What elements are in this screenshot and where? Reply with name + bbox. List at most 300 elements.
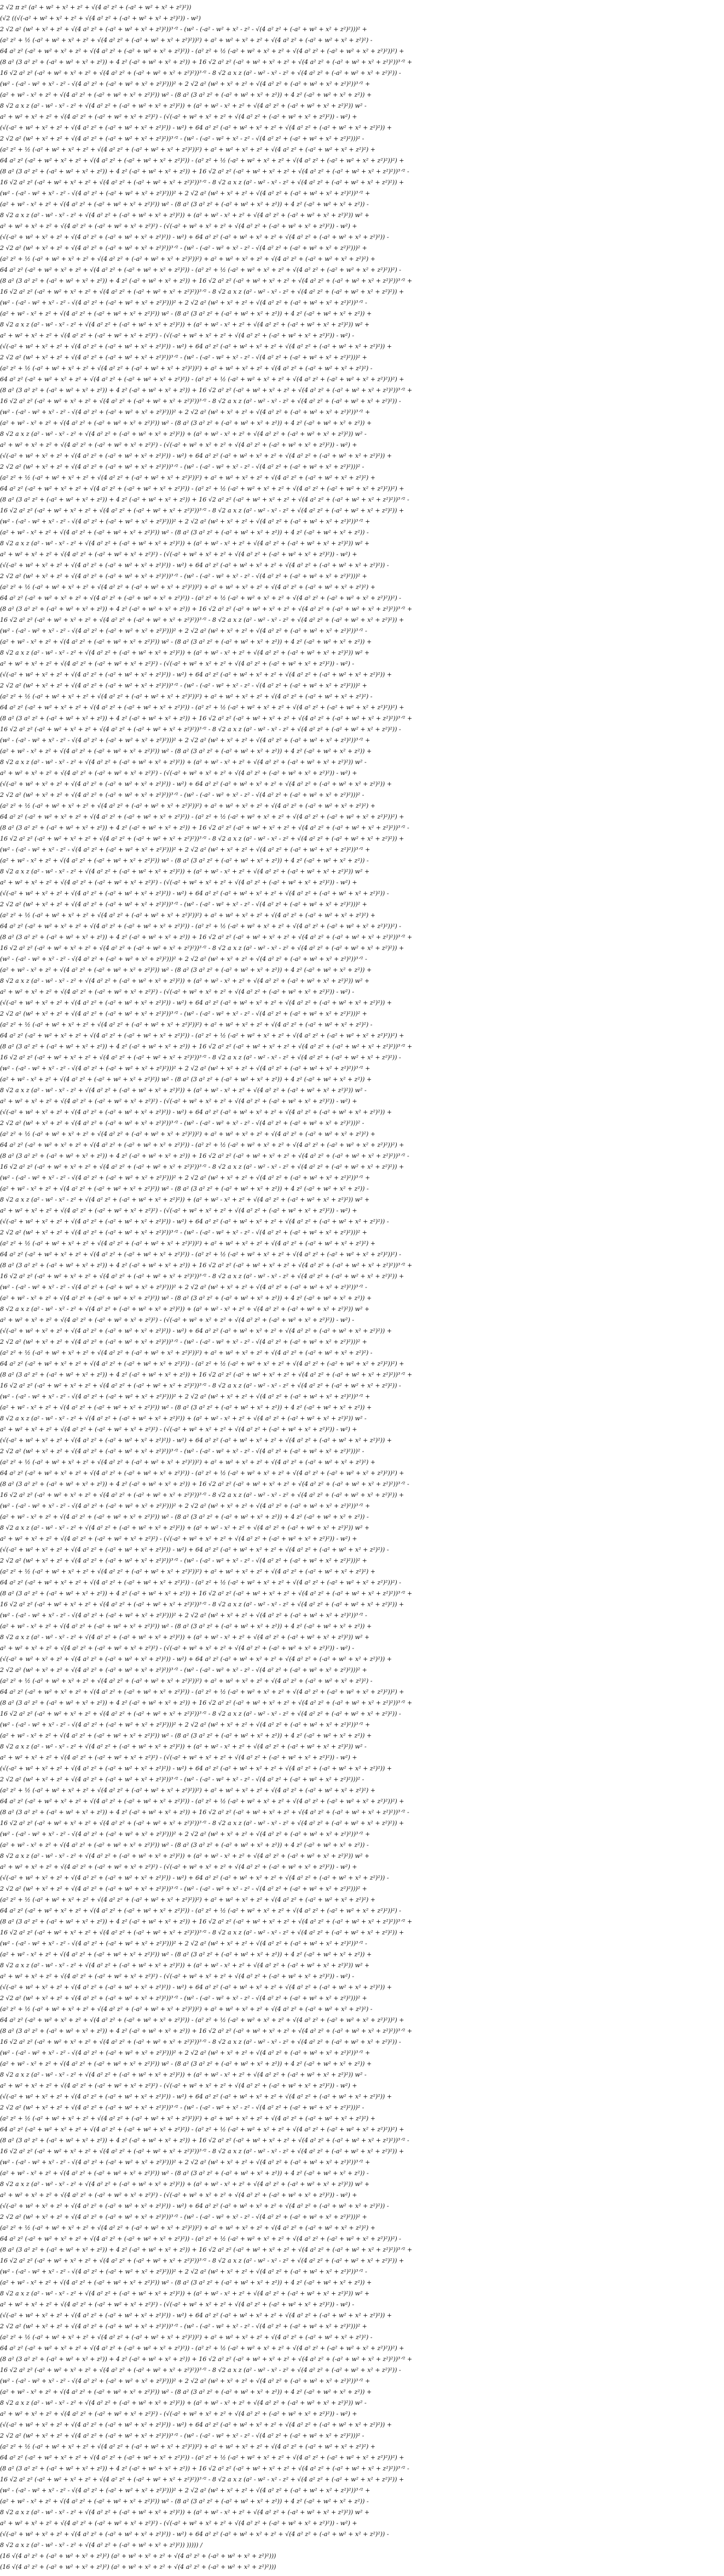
expression-line: [0, 1545, 724, 1555]
expression-line: [0, 2, 724, 13]
expression-line: [0, 308, 724, 319]
expression-text: (8 a² (3 a² z² + (-a² + w² + x² + z²)) + 4 z² (-a² + w² + x² + z²)) + 16 √2 a² z² (-a² + w² + x² + z² + √(4 a² z² + (-a² + w² + x² + z²)²))³ᐟ² -: [0, 824, 409, 831]
expression-text: 2 √2 a² (w² + x² + z² + √(4 a² z² + (-a² + w² + x² + z²)²))³ᐟ² - (w² - (-a² - w² + x² - z² - √(4 a² z² + (-a² + w² + x² + z²)²)))² +: [0, 244, 367, 252]
expression-line: [0, 1315, 724, 1326]
expression-line: [0, 1205, 724, 1216]
expression-line: [0, 177, 724, 188]
expression-text: (a² z² + ½ (-a² + w² + x² + z² + √(4 a² z² + (-a² + w² + x² + z²)²))²) + a² + w² + x² + z² + √(4 a² z² + (-a² + w² + x² + z²)²) -: [0, 693, 373, 700]
expression-text: 16 √2 a² z² (-a² + w² + x² + z² + √(4 a² z² + (-a² + w² + x² + z²)²))³ᐟ² - 8 √2 a x z (a² - w² - x² - z² + √(4 a² z² + (-a² + w² + x² + z²)²)) -: [0, 2367, 401, 2374]
expression-line: [0, 1490, 724, 1501]
expression-line: [0, 790, 724, 801]
expression-line: [0, 265, 724, 276]
expression-text: 8 √2 a x z (a² - w² - x² - z² + √(4 a² z² + (-a² + w² + x² + z²)²)) + (a² + w² - x² + z² + √(4 a² z² + (-a² + w² + x² + z²)²)) w² +: [0, 977, 370, 984]
expression-line: [0, 855, 724, 866]
expression-text: 64 a² z² (-a² + w² + x² + z² + √(4 a² z² + (-a² + w² + x² + z²)²)) - (a² z² + ½ (-a² + w² + x² + z² + √(4 a² z² + (-a² + w² + x² + z²)²))²) +: [0, 1470, 404, 1477]
expression-text: 64 a² z² (-a² + w² + x² + z² + √(4 a² z² + (-a² + w² + x² + z²)²)) - (a² z² + ½ (-a² + w² + x² + z² + √(4 a² z² + (-a² + w² + x² + z²)²))²) +: [0, 1032, 404, 1039]
expression-line: [0, 1993, 724, 2004]
expression-text: 2 √2 a² (w² + x² + z² + √(4 a² z² + (-a² + w² + x² + z²)²))³ᐟ² - (w² - (-a² - w² + x² - z² - √(4 a² z² + (-a² + w² + x² + z²)²)))² -: [0, 463, 364, 470]
expression-line: [0, 2452, 724, 2463]
expression-text: (√(-a² + w² + x² + z² + √(4 a² z² + (-a² + w² + x² + z²)²)) - w²) + 64 a² z² (-a² + w² + x² + z² + √(4 a² z² + (-a² + w² + x² + z²)²)) -: [0, 1546, 389, 1553]
expression-line: [0, 1337, 724, 1348]
expression-line: [0, 844, 724, 855]
expression-text: (a² + w² - x² + z² + √(4 a² z² + (-a² + w² + x² + z²)²)) w² - (8 a² (3 a² z² + (-a² + w² + x² + z²)) + 4 z² (-a² + w² + x² + z²)) -: [0, 2170, 369, 2177]
expression-text: 64 a² z² (-a² + w² + x² + z² + √(4 a² z² + (-a² + w² + x² + z²)²)) - (a² z² + ½ (-a² + w² + x² + z² + √(4 a² z² + (-a² + w² + x² + z²)²))²) -: [0, 1907, 401, 1914]
expression-line: [0, 2048, 724, 2059]
expression-text: 2 √2 a² (w² + x² + z² + √(4 a² z² + (-a² + w² + x² + z²)²))³ᐟ² - (w² - (-a² - w² + x² - z² - √(4 a² z² + (-a² + w² + x² + z²)²)))² +: [0, 901, 367, 908]
expression-text: (√(-a² + w² + x² + z² + √(4 a² z² + (-a² + w² + x² + z²)²)) - w²) + 64 a² z² (-a² + w² + x² + z² + √(4 a² z² + (-a² + w² + x² + z²)²)) -: [0, 1218, 389, 1225]
expression-line: [0, 648, 724, 658]
expression-text: (a² + w² - x² + z² + √(4 a² z² + (-a² + w² + x² + z²)²)) w² - (8 a² (3 a² z² + (-a² + w² + x² + z²)) + 4 z² (-a² + w² + x² + z²)) -: [0, 1513, 369, 1520]
expression-line: [0, 1074, 724, 1085]
expression-text: (√(-a² + w² + x² + z² + √(4 a² z² + (-a² + w² + x² + z²)²)) - w²) + 64 a² z² (-a² + w² + x² + z² + √(4 a² z² + (-a² + w² + x² + z²)²)) +: [0, 1765, 392, 1772]
expression-text: (a² + w² - x² + z² + √(4 a² z² + (-a² + w² + x² + z²)²)) w² - (8 a² (3 a² z² + (-a² + w² + x² + z²)) + 4 z² (-a² + w² + x² + z²)) +: [0, 1732, 372, 1739]
expression-line: [0, 1249, 724, 1260]
expression-text: 2 √2 a² (w² + x² + z² + √(4 a² z² + (-a² + w² + x² + z²)²))³ᐟ² - (w² - (-a² - w² + x² - z² - √(4 a² z² + (-a² + w² + x² + z²)²)))² +: [0, 682, 367, 689]
expression-text: (8 a² (3 a² z² + (-a² + w² + x² + z²)) + 4 z² (-a² + w² + x² + z²)) + 16 √2 a² z² (-a² + w² + x² + z² + √(4 a² z² + (-a² + w² + x² + z²)²))³ᐟ² -: [0, 1809, 409, 1816]
expression-line: [0, 669, 724, 680]
expression-line: [0, 1709, 724, 1720]
expression-line: [0, 987, 724, 998]
expression-text: 8 √2 a x z (a² - w² - x² - z² + √(4 a² z² + (-a² + w² + x² + z²)²)) + (a² + w² - x² + z² + √(4 a² z² + (-a² + w² + x² + z²)²)) w² -: [0, 1743, 367, 1750]
expression-line: [0, 2037, 724, 2048]
expression-text: 16 √2 a² z² (-a² + w² + x² + z² + √(4 a² z² + (-a² + w² + x² + z²)²))³ᐟ² - 8 √2 a x z (a² - w² - x² - z² + √(4 a² z² + (-a² + w² + x² + z²)²)) +: [0, 2148, 404, 2155]
expression-text: (a² z² + ½ (-a² + w² + x² + z² + √(4 a² z² + (-a² + w² + x² + z²)²))²) + a² + w² + x² + z² + √(4 a² z² + (-a² + w² + x² + z²)²) +: [0, 912, 375, 919]
expression-text: (8 a² (3 a² z² + (-a² + w² + x² + z²)) + 4 z² (-a² + w² + x² + z²)) + 16 √2 a² z² (-a² + w² + x² + z² + √(4 a² z² + (-a² + w² + x² + z²)²))³ᐟ² +: [0, 1371, 413, 1378]
expression-line: [0, 287, 724, 298]
expression-line: [0, 1501, 724, 1512]
expression-text: 2 √2 a² (w² + x² + z² + √(4 a² z² + (-a² + w² + x² + z²)²))³ᐟ² - (w² - (-a² - w² + x² - z² - √(4 a² z² + (-a² + w² + x² + z²)²)))² +: [0, 1995, 367, 2002]
expression-line: [0, 2398, 724, 2409]
expression-line: [0, 2026, 724, 2037]
expression-line: [0, 658, 724, 669]
expression-line: [0, 2245, 724, 2256]
expression-line: [0, 954, 724, 965]
expression-text: (a² z² + ½ (-a² + w² + x² + z² + √(4 a² z² + (-a² + w² + x² + z²)²))²) + a² + w² + x² + z² + √(4 a² z² + (-a² + w² + x² + z²)²) +: [0, 1130, 375, 1138]
expression-line: [0, 123, 724, 133]
expression-text: 16 √2 a² z² (-a² + w² + x² + z² + √(4 a² z² + (-a² + w² + x² + z²)²))³ᐟ² - 8 √2 a x z (a² - w² - x² - z² + √(4 a² z² + (-a² + w² + x² + z²)²)) +: [0, 616, 404, 623]
expression-line: [0, 1796, 724, 1807]
expression-line: [0, 680, 724, 691]
expression-line: [0, 2277, 724, 2288]
expression-line: [0, 243, 724, 254]
expression-line: [0, 155, 724, 166]
expression-line: [0, 2179, 724, 2190]
expression-text: 2 √2 a² (w² + x² + z² + √(4 a² z² + (-a² + w² + x² + z²)²))³ᐟ² - (w² - (-a² - w² + x² - z² - √(4 a² z² + (-a² + w² + x² + z²)²)))² +: [0, 2323, 367, 2330]
expression-line: [0, 899, 724, 910]
expression-text: (a² z² + ½ (-a² + w² + x² + z² + √(4 a² z² + (-a² + w² + x² + z²)²))²) + a² + w² + x² + z² + √(4 a² z² + (-a² + w² + x² + z²)²) +: [0, 255, 375, 263]
expression-line: [0, 1063, 724, 1074]
expression-line: [0, 1216, 724, 1227]
expression-line: [0, 13, 724, 24]
expression-line: [0, 571, 724, 582]
expression-line: [0, 2299, 724, 2310]
expression-text: (w² - (-a² - w² + x² - z² - √(4 a² z² + (-a² + w² + x² + z²)²)))² + 2 √2 a² (w² + x² + z² + √(4 a² z² + (-a² + w² + x² + z²)²))³ᐟ² -: [0, 299, 367, 306]
expression-line: [0, 1282, 724, 1293]
expression-text: (w² - (-a² - w² + x² - z² - √(4 a² z² + (-a² + w² + x² + z²)²)))² + 2 √2 a² (w² + x² + z² + √(4 a² z² + (-a² + w² + x² + z²)²))³ᐟ² +: [0, 1721, 370, 1728]
expression-text: 16 √2 a² z² (-a² + w² + x² + z² + √(4 a² z² + (-a² + w² + x² + z²)²))³ᐟ² - 8 √2 a x z (a² - w² - x² - z² + √(4 a² z² + (-a² + w² + x² + z²)²)) +: [0, 507, 404, 514]
expression-text: (√(-a² + w² + x² + z² + √(4 a² z² + (-a² + w² + x² + z²)²)) - w²) + 64 a² z² (-a² + w² + x² + z² + √(4 a² z² + (-a² + w² + x² + z²)²)) +: [0, 2421, 392, 2428]
expression-text: (8 a² (3 a² z² + (-a² + w² + x² + z²)) + 4 z² (-a² + w² + x² + z²)) + 16 √2 a² z² (-a² + w² + x² + z² + √(4 a² z² + (-a² + w² + x² + z²)²))³ᐟ² +: [0, 715, 413, 722]
expression-line: [0, 538, 724, 549]
expression-line: [0, 473, 724, 483]
expression-line: [0, 46, 724, 57]
expression-line: [0, 1588, 724, 1599]
expression-line: [0, 1730, 724, 1741]
expression-text: 16 √2 a² z² (-a² + w² + x² + z² + √(4 a² z² + (-a² + w² + x² + z²)²))³ᐟ² - 8 √2 a x z (a² - w² - x² - z² + √(4 a² z² + (-a² + w² + x² + z²)²)) -: [0, 2038, 401, 2045]
expression-text: 16 √2 a² z² (-a² + w² + x² + z² + √(4 a² z² + (-a² + w² + x² + z²)²))³ᐟ² - 8 √2 a x z (a² - w² - x² - z² + √(4 a² z² + (-a² + w² + x² + z²)²)) +: [0, 1163, 404, 1170]
expression-text: 8 √2 a x z (a² - w² - x² - z² + √(4 a² z² + (-a² + w² + x² + z²)²)) + (a² + w² - x² + z² + √(4 a² z² + (-a² + w² + x² + z²)²)) w² +: [0, 1962, 370, 1969]
expression-text: (√(-a² + w² + x² + z² + √(4 a² z² + (-a² + w² + x² + z²)²)) - w²) + 64 a² z² (-a² + w² + x² + z² + √(4 a² z² + (-a² + w² + x² + z²)²)) -: [0, 234, 389, 241]
expression-line: [0, 232, 724, 243]
expression-line: [0, 746, 724, 757]
expression-text: (a² + w² - x² + z² + √(4 a² z² + (-a² + w² + x² + z²)²)) w² - (8 a² (3 a² z² + (-a² + w² + x² + z²)) + 4 z² (-a² + w² + x² + z²)) +: [0, 1951, 372, 1958]
expression-line: [0, 1752, 724, 1763]
expression-text: 16 √2 a² z² (-a² + w² + x² + z² + √(4 a² z² + (-a² + w² + x² + z²)²))³ᐟ² - 8 √2 a x z (a² - w² - x² - z² + √(4 a² z² + (-a² + w² + x² + z²)²)) -: [0, 69, 401, 77]
expression-text: (a² + w² - x² + z² + √(4 a² z² + (-a² + w² + x² + z²)²)) w² - (8 a² (3 a² z² + (-a² + w² + x² + z²)) + 4 z² (-a² + w² + x² + z²)) +: [0, 310, 372, 317]
expression-text: (a² + w² - x² + z² + √(4 a² z² + (-a² + w² + x² + z²)²)) w² - (8 a² (3 a² z² + (-a² + w² + x² + z²)) + 4 z² (-a² + w² + x² + z²)) -: [0, 529, 369, 536]
expression-line: [0, 57, 724, 68]
expression-line: [0, 2223, 724, 2234]
expression-line: [0, 834, 724, 844]
expression-line: [0, 735, 724, 746]
expression-text: (a² + w² - x² + z² + √(4 a² z² + (-a² + w² + x² + z²)²)) w² - (8 a² (3 a² z² + (-a² + w² + x² + z²)) + 4 z² (-a² + w² + x² + z²)) -: [0, 857, 369, 864]
expression-text: (√2 ((√(-a² + w² + x² + z² + √(4 a² z² + (-a² + w² + x² + z²)²)) - w²): [0, 15, 201, 22]
expression-text: (a² + w² - x² + z² + √(4 a² z² + (-a² + w² + x² + z²)²)) w² - (8 a² (3 a² z² + (-a² + w² + x² + z²)) + 4 z² (-a² + w² + x² + z²)) +: [0, 1623, 372, 1630]
expression-line: [0, 254, 724, 265]
expression-line: [0, 1271, 724, 1282]
expression-text: (a² + w² - x² + z² + √(4 a² z² + (-a² + w² + x² + z²)²)) w² - (8 a² (3 a² z² + (-a² + w² + x² + z²)) + 4 z² (-a² + w² + x² + z²)) +: [0, 1404, 372, 1411]
expression-line: [0, 2321, 724, 2332]
expression-text: 8 √2 a x z (a² - w² - x² - z² + √(4 a² z² + (-a² + w² + x² + z²)²)) + (a² + w² - x² + z² + √(4 a² z² + (-a² + w² + x² + z²)²)) w² +: [0, 212, 370, 219]
expression-text: 16 √2 a² z² (-a² + w² + x² + z² + √(4 a² z² + (-a² + w² + x² + z²)²))³ᐟ² - 8 √2 a x z (a² - w² - x² - z² + √(4 a² z² + (-a² + w² + x² + z²)²)) +: [0, 835, 404, 842]
expression-text: (a² z² + ½ (-a² + w² + x² + z² + √(4 a² z² + (-a² + w² + x² + z²)²))²) + a² + w² + x² + z² + √(4 a² z² + (-a² + w² + x² + z²)²) -: [0, 1021, 373, 1028]
expression-line: [0, 757, 724, 768]
expression-line: [0, 877, 724, 888]
expression-text: (8 a² (3 a² z² + (-a² + w² + x² + z²)) + 4 z² (-a² + w² + x² + z²)) + 16 √2 a² z² (-a² + w² + x² + z² + √(4 a² z² + (-a² + w² + x² + z²)²))³ᐟ² +: [0, 277, 413, 284]
expression-line: [0, 188, 724, 199]
expression-line: [0, 396, 724, 407]
expression-line: [0, 1698, 724, 1709]
expression-line: [0, 352, 724, 363]
expression-line: [0, 812, 724, 823]
expression-line: [0, 2431, 724, 2441]
expression-text: a² + w² + x² + z² + √(4 a² z² + (-a² + w² + x² + z²)²) - (√(-a² + w² + x² + z² + √(4 a² z² + (-a² + w² + x² + z²)²)) - w²) +: [0, 879, 357, 886]
expression-line: [0, 330, 724, 341]
expression-line: [0, 1577, 724, 1588]
expression-text: 16 √2 a² z² (-a² + w² + x² + z² + √(4 a² z² + (-a² + w² + x² + z²)²))³ᐟ² - 8 √2 a x z (a² - w² - x² - z² + √(4 a² z² + (-a² + w² + x² + z²)²)) +: [0, 1491, 404, 1499]
expression-line: [0, 1413, 724, 1424]
expression-text: (a² z² + ½ (-a² + w² + x² + z² + √(4 a² z² + (-a² + w² + x² + z²)²))²) + a² + w² + x² + z² + √(4 a² z² + (-a² + w² + x² + z²)²) -: [0, 37, 373, 44]
expression-text: (√(-a² + w² + x² + z² + √(4 a² z² + (-a² + w² + x² + z²)²)) - w²) + 64 a² z² (-a² + w² + x² + z² + √(4 a² z² + (-a² + w² + x² + z²)²)) +: [0, 1984, 392, 1991]
expression-line: [0, 1665, 724, 1676]
expression-text: (16 √(4 a² z² + (-a² + w² + x² + z²)²) (a² + w² + x² + z² + √(4 a² z² + (-a² + w² + x² + z²)²))): [0, 2552, 276, 2560]
expression-text: (√(-a² + w² + x² + z² + √(4 a² z² + (-a² + w² + x² + z²)²)) - w²) + 64 a² z² (-a² + w² + x² + z² + √(4 a² z² + (-a² + w² + x² + z²)²)) +: [0, 1109, 392, 1116]
expression-line: [0, 1982, 724, 1993]
expression-line: [0, 1238, 724, 1249]
expression-line: [0, 276, 724, 287]
expression-line: [0, 2256, 724, 2266]
expression-line: [0, 724, 724, 735]
expression-line: [0, 2168, 724, 2179]
expression-text: 2 √2 a² (w² + x² + z² + √(4 a² z² + (-a² + w² + x² + z²)²))³ᐟ² - (w² - (-a² - w² + x² - z² - √(4 a² z² + (-a² + w² + x² + z²)²)))² +: [0, 1557, 367, 1564]
expression-line: [0, 418, 724, 429]
expression-line: [0, 221, 724, 232]
expression-text: 8 √2 a x z (a² - w² - x² - z² + √(4 a² z² + (-a² + w² + x² + z²)²)) + (a² + w² - x² + z² + √(4 a² z² + (-a² + w² + x² + z²)²)) w² +: [0, 649, 370, 656]
expression-text: a² + w² + x² + z² + √(4 a² z² + (-a² + w² + x² + z²)²) - (√(-a² + w² + x² + z² + √(4 a² z² + (-a² + w² + x² + z²)²)) - w²) +: [0, 1207, 357, 1214]
expression-line: [0, 1523, 724, 1534]
expression-line: [0, 1304, 724, 1315]
expression-line: [0, 1140, 724, 1151]
expression-text: 16 √2 a² z² (-a² + w² + x² + z² + √(4 a² z² + (-a² + w² + x² + z²)²))³ᐟ² - 8 √2 a x z (a² - w² - x² - z² + √(4 a² z² + (-a² + w² + x² + z²)²)) +: [0, 1820, 404, 1827]
expression-text: (a² + w² - x² + z² + √(4 a² z² + (-a² + w² + x² + z²)²)) w² - (8 a² (3 a² z² + (-a² + w² + x² + z²)) + 4 z² (-a² + w² + x² + z²)) +: [0, 966, 372, 974]
expression-line: [0, 2332, 724, 2343]
expression-line: [0, 2201, 724, 2212]
expression-text: 2 √2 a² (w² + x² + z² + √(4 a² z² + (-a² + w² + x² + z²)²))³ᐟ² - (w² - (-a² - w² + x² - z² - √(4 a² z² + (-a² + w² + x² + z²)²)))² +: [0, 354, 367, 361]
expression-text: 2 √2 a² (w² + x² + z² + √(4 a² z² + (-a² + w² + x² + z²)²))³ᐟ² - (w² - (-a² - w² + x² - z² - √(4 a² z² + (-a² + w² + x² + z²)²)))² -: [0, 2432, 364, 2439]
expression-line: [0, 637, 724, 648]
expression-text: 2 √2 a² (w² + x² + z² + √(4 a² z² + (-a² + w² + x² + z²)²))³ᐟ² - (w² - (-a² - w² + x² - z² - √(4 a² z² + (-a² + w² + x² + z²)²)))² +: [0, 573, 367, 580]
expression-text: a² + w² + x² + z² + √(4 a² z² + (-a² + w² + x² + z²)²) - (√(-a² + w² + x² + z² + √(4 a² z² + (-a² + w² + x² + z²)²)) - w²) -: [0, 1645, 355, 1652]
expression-line: [0, 2474, 724, 2485]
expression-text: (a² + w² - x² + z² + √(4 a² z² + (-a² + w² + x² + z²)²)) w² - (8 a² (3 a² z² + (-a² + w² + x² + z²)) + 4 z² (-a² + w² + x² + z²)) -: [0, 201, 369, 208]
expression-text: (w² - (-a² - w² + x² - z² - √(4 a² z² + (-a² + w² + x² + z²)²)))² + 2 √2 a² (w² + x² + z² + √(4 a² z² + (-a² + w² + x² + z²)²))³ᐟ² -: [0, 1612, 367, 1619]
expression-text: (a² + w² - x² + z² + √(4 a² z² + (-a² + w² + x² + z²)²)) w² - (8 a² (3 a² z² + (-a² + w² + x² + z²)) + 4 z² (-a² + w² + x² + z²)) +: [0, 748, 372, 755]
expression-text: (a² + w² - x² + z² + √(4 a² z² + (-a² + w² + x² + z²)²)) w² - (8 a² (3 a² z² + (-a² + w² + x² + z²)) + 4 z² (-a² + w² + x² + z²)) +: [0, 1076, 372, 1083]
expression-text: (w² - (-a² - w² + x² - z² - √(4 a² z² + (-a² + w² + x² + z²)²)))² + 2 √2 a² (w² + x² + z² + √(4 a² z² + (-a² + w² + x² + z²)²))³ᐟ² +: [0, 1502, 370, 1510]
expression-text: 16 √2 a² z² (-a² + w² + x² + z² + √(4 a² z² + (-a² + w² + x² + z²)²))³ᐟ² - 8 √2 a x z (a² - w² - x² - z² + √(4 a² z² + (-a² + w² + x² + z²)²)) +: [0, 1273, 404, 1280]
expression-text: 2 √2 π z² (a² + w² + x² + z² + √(4 a² z² + (-a² + w² + x² + z²)²)): [0, 4, 192, 11]
expression-line: [0, 691, 724, 702]
expression-line: [0, 626, 724, 637]
expression-line: [0, 560, 724, 571]
expression-line: [0, 516, 724, 527]
expression-text: (w² - (-a² - w² + x² - z² - √(4 a² z² + (-a² + w² + x² + z²)²)))² + 2 √2 a² (w² + x² + z² + √(4 a² z² + (-a² + w² + x² + z²)²))³ᐟ² +: [0, 2159, 370, 2166]
expression-text: 16 √2 a² z² (-a² + w² + x² + z² + √(4 a² z² + (-a² + w² + x² + z²)²))³ᐟ² - 8 √2 a x z (a² - w² - x² - z² + √(4 a² z² + (-a² + w² + x² + z²)²)) -: [0, 1710, 401, 1717]
expression-text: (8 a² (3 a² z² + (-a² + w² + x² + z²)) + 4 z² (-a² + w² + x² + z²)) + 16 √2 a² z² (-a² + w² + x² + z² + √(4 a² z² + (-a² + w² + x² + z²)²))³ᐟ² +: [0, 2246, 413, 2253]
expression-text: a² + w² + x² + z² + √(4 a² z² + (-a² + w² + x² + z²)²) - (√(-a² + w² + x² + z² + √(4 a² z² + (-a² + w² + x² + z²)²)) - w²) +: [0, 1426, 357, 1433]
expression-text: 2 √2 a² (w² + x² + z² + √(4 a² z² + (-a² + w² + x² + z²)²))³ᐟ² - (w² - (-a² - w² + x² - z² - √(4 a² z² + (-a² + w² + x² + z²)²)))² -: [0, 1448, 364, 1455]
expression-line: [0, 1009, 724, 1019]
expression-text: (8 a² (3 a² z² + (-a² + w² + x² + z²)) + 4 z² (-a² + w² + x² + z²)) + 16 √2 a² z² (-a² + w² + x² + z² + √(4 a² z² + (-a² + w² + x² + z²)²))³ᐟ² -: [0, 1481, 409, 1488]
expression-line: [0, 2562, 724, 2573]
expression-line: [0, 1621, 724, 1632]
expression-line: [0, 1041, 724, 1052]
expression-text: 64 a² z² (-a² + w² + x² + z² + √(4 a² z² + (-a² + w² + x² + z²)²)) - (a² z² + ½ (-a² + w² + x² + z² + √(4 a² z² + (-a² + w² + x² + z²)²))²) +: [0, 1798, 404, 1805]
expression-text: (√(-a² + w² + x² + z² + √(4 a² z² + (-a² + w² + x² + z²)²)) - w²) + 64 a² z² (-a² + w² + x² + z² + √(4 a² z² + (-a² + w² + x² + z²)²)) +: [0, 671, 392, 678]
expression-text: 8 √2 a x z (a² - w² - x² - z² + √(4 a² z² + (-a² + w² + x² + z²)²)) + (a² + w² - x² + z² + √(4 a² z² + (-a² + w² + x² + z²)²)) w² +: [0, 1634, 370, 1641]
expression-text: (8 a² (3 a² z² + (-a² + w² + x² + z²)) + 4 z² (-a² + w² + x² + z²)) + 16 √2 a² z² (-a² + w² + x² + z² + √(4 a² z² + (-a² + w² + x² + z²)²))³ᐟ² -: [0, 2137, 409, 2144]
expression-text: (w² - (-a² - w² + x² - z² - √(4 a² z² + (-a² + w² + x² + z²)²)))² + 2 √2 a² (w² + x² + z² + √(4 a² z² + (-a² + w² + x² + z²)²))³ᐟ² -: [0, 955, 367, 963]
expression-line: [0, 1654, 724, 1665]
expression-line: [0, 1632, 724, 1643]
expression-line: [0, 1916, 724, 1927]
expression-line: [0, 1260, 724, 1271]
expression-text: (a² + w² - x² + z² + √(4 a² z² + (-a² + w² + x² + z²)²)) w² - (8 a² (3 a² z² + (-a² + w² + x² + z²)) + 4 z² (-a² + w² + x² + z²)) +: [0, 2279, 372, 2286]
expression-text: 16 √2 a² z² (-a² + w² + x² + z² + √(4 a² z² + (-a² + w² + x² + z²)²))³ᐟ² - 8 √2 a x z (a² - w² - x² - z² + √(4 a² z² + (-a² + w² + x² + z²)²)) -: [0, 726, 401, 733]
expression-line: [0, 79, 724, 90]
expression-text: a² + w² + x² + z² + √(4 a² z² + (-a² + w² + x² + z²)²) - (√(-a² + w² + x² + z² + √(4 a² z² + (-a² + w² + x² + z²)²)) - w²) -: [0, 1973, 355, 1980]
expression-line: [0, 1862, 724, 1873]
expression-line: [0, 2387, 724, 2398]
expression-text: 64 a² z² (-a² + w² + x² + z² + √(4 a² z² + (-a² + w² + x² + z²)²)) - (a² z² + ½ (-a² + w² + x² + z² + √(4 a² z² + (-a² + w² + x² + z²)²))²) -: [0, 1251, 401, 1258]
expression-text: (a² z² + ½ (-a² + w² + x² + z² + √(4 a² z² + (-a² + w² + x² + z²)²))²) + a² + w² + x² + z² + √(4 a² z² + (-a² + w² + x² + z²)²) +: [0, 2443, 375, 2450]
expression-text: (a² z² + ½ (-a² + w² + x² + z² + √(4 a² z² + (-a² + w² + x² + z²)²))²) + a² + w² + x² + z² + √(4 a² z² + (-a² + w² + x² + z²)²) -: [0, 2334, 373, 2341]
expression-line: [0, 1457, 724, 1468]
expression-line: [0, 1129, 724, 1140]
expression-line: [0, 943, 724, 954]
expression-line: [0, 1884, 724, 1895]
expression-text: 8 √2 a x z (a² - w² - x² - z² + √(4 a² z² + (-a² + w² + x² + z²)²)) + (a² + w² - x² + z² + √(4 a² z² + (-a² + w² + x² + z²)²)) w² +: [0, 1852, 370, 1860]
expression-line: [0, 2540, 724, 2551]
expression-text: (w² - (-a² - w² + x² - z² - √(4 a² z² + (-a² + w² + x² + z²)²)))² + 2 √2 a² (w² + x² + z² + √(4 a² z² + (-a² + w² + x² + z²)²))³ᐟ² +: [0, 2487, 370, 2494]
expression-line: [0, 1785, 724, 1796]
expression-line: [0, 341, 724, 352]
expression-line: [0, 166, 724, 177]
expression-line: [0, 1096, 724, 1107]
expression-text: 64 a² z² (-a² + w² + x² + z² + √(4 a² z² + (-a² + w² + x² + z²)²)) - (a² z² + ½ (-a² + w² + x² + z² + √(4 a² z² + (-a² + w² + x² + z²)²))²) -: [0, 266, 401, 273]
expression-line: [0, 1555, 724, 1566]
expression-text: 8 √2 a x z (a² - w² - x² - z² + √(4 a² z² + (-a² + w² + x² + z²)²)) + (a² + w² - x² + z² + √(4 a² z² + (-a² + w² + x² + z²)²)) w² -: [0, 1087, 367, 1094]
expression-line: [0, 1643, 724, 1654]
expression-line: [0, 298, 724, 308]
expression-text: (w² - (-a² - w² + x² - z² - √(4 a² z² + (-a² + w² + x² + z²)²)))² + 2 √2 a² (w² + x² + z² + √(4 a² z² + (-a² + w² + x² + z²)²))³ᐟ² +: [0, 80, 370, 88]
expression-line: [0, 1402, 724, 1413]
expression-text: 2 √2 a² (w² + x² + z² + √(4 a² z² + (-a² + w² + x² + z²)²))³ᐟ² - (w² - (-a² - w² + x² - z² - √(4 a² z² + (-a² + w² + x² + z²)²)))² -: [0, 135, 364, 142]
expression-text: 2 √2 a² (w² + x² + z² + √(4 a² z² + (-a² + w² + x² + z²)²))³ᐟ² - (w² - (-a² - w² + x² - z² - √(4 a² z² + (-a² + w² + x² + z²)²)))² +: [0, 1229, 367, 1236]
expression-text: (√(-a² + w² + x² + z² + √(4 a² z² + (-a² + w² + x² + z²)²)) - w²) + 64 a² z² (-a² + w² + x² + z² + √(4 a² z² + (-a² + w² + x² + z²)²)) +: [0, 124, 392, 131]
expression-line: [0, 976, 724, 987]
expression-text: 16 √2 a² z² (-a² + w² + x² + z² + √(4 a² z² + (-a² + w² + x² + z²)²))³ᐟ² - 8 √2 a x z (a² - w² - x² - z² + √(4 a² z² + (-a² + w² + x² + z²)²)) +: [0, 288, 404, 295]
expression-line: [0, 1118, 724, 1129]
expression-text: a² + w² + x² + z² + √(4 a² z² + (-a² + w² + x² + z²)²) - (√(-a² + w² + x² + z² + √(4 a² z² + (-a² + w² + x² + z²)²)) - w²) -: [0, 2301, 355, 2308]
expression-line: [0, 582, 724, 593]
expression-text: (a² z² + ½ (-a² + w² + x² + z² + √(4 a² z² + (-a² + w² + x² + z²)²))²) + a² + w² + x² + z² + √(4 a² z² + (-a² + w² + x² + z²)²) -: [0, 1349, 373, 1356]
expression-text: (a² + w² - x² + z² + √(4 a² z² + (-a² + w² + x² + z²)²)) w² - (8 a² (3 a² z² + (-a² + w² + x² + z²)) + 4 z² (-a² + w² + x² + z²)) -: [0, 1185, 369, 1192]
expression-text: (a² + w² - x² + z² + √(4 a² z² + (-a² + w² + x² + z²)²)) w² - (8 a² (3 a² z² + (-a² + w² + x² + z²)) + 4 z² (-a² + w² + x² + z²)) -: [0, 2498, 369, 2505]
expression-text: 2 √2 a² (w² + x² + z² + √(4 a² z² + (-a² + w² + x² + z²)²))³ᐟ² - (w² - (-a² - w² + x² - z² - √(4 a² z² + (-a² + w² + x² + z²)²)))² +: [0, 1338, 367, 1345]
expression-text: 2 √2 a² (w² + x² + z² + √(4 a² z² + (-a² + w² + x² + z²)²))³ᐟ² - (w² - (-a² - w² + x² - z² - √(4 a² z² + (-a² + w² + x² + z²)²)))² -: [0, 1120, 364, 1127]
expression-line: [0, 68, 724, 79]
expression-text: 2 √2 a² (w² + x² + z² + √(4 a² z² + (-a² + w² + x² + z²)²))³ᐟ² - (w² - (-a² - w² + x² - z² - √(4 a² z² + (-a² + w² + x² + z²)²)))² +: [0, 1885, 367, 1892]
expression-text: (8 a² (3 a² z² + (-a² + w² + x² + z²)) + 4 z² (-a² + w² + x² + z²)) + 16 √2 a² z² (-a² + w² + x² + z² + √(4 a² z² + (-a² + w² + x² + z²)²))³ᐟ² -: [0, 168, 409, 175]
expression-line: [0, 932, 724, 943]
expression-line: [0, 768, 724, 779]
expression-line: [0, 998, 724, 1009]
expression-text: (w² - (-a² - w² + x² - z² - √(4 a² z² + (-a² + w² + x² + z²)²)))² + 2 √2 a² (w² + x² + z² + √(4 a² z² + (-a² + w² + x² + z²)²))³ᐟ² -: [0, 2268, 367, 2275]
expression-line: [0, 1774, 724, 1785]
expression-line: [0, 1971, 724, 1982]
expression-text: (a² + w² - x² + z² + √(4 a² z² + (-a² + w² + x² + z²)²)) w² - (8 a² (3 a² z² + (-a² + w² + x² + z²)) + 4 z² (-a² + w² + x² + z²)) +: [0, 1295, 372, 1302]
expression-text: 64 a² z² (-a² + w² + x² + z² + √(4 a² z² + (-a² + w² + x² + z²)²)) - (a² z² + ½ (-a² + w² + x² + z² + √(4 a² z² + (-a² + w² + x² + z²)²))²) +: [0, 2016, 404, 2024]
expression-line: [0, 1851, 724, 1862]
expression-line: [0, 112, 724, 123]
expression-line: [0, 2266, 724, 2277]
expression-line: [0, 2420, 724, 2431]
expression-line: [0, 2135, 724, 2146]
expression-text: (√(-a² + w² + x² + z² + √(4 a² z² + (-a² + w² + x² + z²)²)) - w²) + 64 a² z² (-a² + w² + x² + z² + √(4 a² z² + (-a² + w² + x² + z²)²)) -: [0, 1874, 389, 1881]
expression-line: [0, 451, 724, 462]
expression-text: 8 √2 a x z (a² - w² - x² - z² + √(4 a² z² + (-a² + w² + x² + z²)²)) + (a² + w² - x² + z² + √(4 a² z² + (-a² + w² + x² + z²)²)) w² +: [0, 1306, 370, 1313]
expression-line: [0, 2212, 724, 2223]
expression-line: [0, 1468, 724, 1479]
expression-text: (a² + w² - x² + z² + √(4 a² z² + (-a² + w² + x² + z²)²)) w² - (8 a² (3 a² z² + (-a² + w² + x² + z²)) + 4 z² (-a² + w² + x² + z²)) +: [0, 638, 372, 645]
expression-text: a² + w² + x² + z² + √(4 a² z² + (-a² + w² + x² + z²)²) - (√(-a² + w² + x² + z² + √(4 a² z² + (-a² + w² + x² + z²)²)) - w²) +: [0, 2192, 357, 2199]
expression-text: (a² z² + ½ (-a² + w² + x² + z² + √(4 a² z² + (-a² + w² + x² + z²)²))²) + a² + w² + x² + z² + √(4 a² z² + (-a² + w² + x² + z²)²) +: [0, 146, 375, 153]
expression-text: (a² z² + ½ (-a² + w² + x² + z² + √(4 a² z² + (-a² + w² + x² + z²)²))²) + a² + w² + x² + z² + √(4 a² z² + (-a² + w² + x² + z²)²) +: [0, 2115, 375, 2122]
expression-text: 64 a² z² (-a² + w² + x² + z² + √(4 a² z² + (-a² + w² + x² + z²)²)) - (a² z² + ½ (-a² + w² + x² + z² + √(4 a² z² + (-a² + w² + x² + z²)²))²) +: [0, 376, 404, 383]
expression-text: (w² - (-a² - w² + x² - z² - √(4 a² z² + (-a² + w² + x² + z²)²)))² + 2 √2 a² (w² + x² + z² + √(4 a² z² + (-a² + w² + x² + z²)²))³ᐟ² +: [0, 409, 370, 416]
expression-text: 64 a² z² (-a² + w² + x² + z² + √(4 a² z² + (-a² + w² + x² + z²)²)) - (a² z² + ½ (-a² + w² + x² + z² + √(4 a² z² + (-a² + w² + x² + z²)²))²) -: [0, 923, 401, 930]
expression-line: [0, 2080, 724, 2091]
expression-line: [0, 1348, 724, 1359]
expression-line: [0, 2376, 724, 2387]
expression-text: (√(-a² + w² + x² + z² + √(4 a² z² + (-a² + w² + x² + z²)²)) - w²) + 64 a² z² (-a² + w² + x² + z² + √(4 a² z² + (-a² + w² + x² + z²)²)) +: [0, 999, 392, 1006]
expression-line: [0, 133, 724, 144]
expression-text: (a² z² + ½ (-a² + w² + x² + z² + √(4 a² z² + (-a² + w² + x² + z²)²))²) + a² + w² + x² + z² + √(4 a² z² + (-a² + w² + x² + z²)²) +: [0, 1787, 375, 1794]
expression-line: [0, 2190, 724, 2201]
expression-text: (a² z² + ½ (-a² + w² + x² + z² + √(4 a² z² + (-a² + w² + x² + z²)²))²) + a² + w² + x² + z² + √(4 a² z² + (-a² + w² + x² + z²)²) -: [0, 2006, 373, 2013]
expression-text: 64 a² z² (-a² + w² + x² + z² + √(4 a² z² + (-a² + w² + x² + z²)²)) - (a² z² + ½ (-a² + w² + x² + z² + √(4 a² z² + (-a² + w² + x² + z²)²))²) +: [0, 1141, 404, 1149]
expression-line: [0, 1173, 724, 1184]
expression-line: [0, 1052, 724, 1063]
expression-text: a² + w² + x² + z² + √(4 a² z² + (-a² + w² + x² + z²)²) - (√(-a² + w² + x² + z² + √(4 a² z² + (-a² + w² + x² + z²)²)) - w²) +: [0, 2520, 357, 2527]
expression-line: [0, 2485, 724, 2496]
expression-text: (√(-a² + w² + x² + z² + √(4 a² z² + (-a² + w² + x² + z²)²)) - w²) + 64 a² z² (-a² + w² + x² + z² + √(4 a² z² + (-a² + w² + x² + z²)²)) +: [0, 2093, 392, 2100]
expression-line: [0, 1938, 724, 1949]
expression-text: (√(-a² + w² + x² + z² + √(4 a² z² + (-a² + w² + x² + z²)²)) - w²) + 64 a² z² (-a² + w² + x² + z² + √(4 a² z² + (-a² + w² + x² + z²)²)) +: [0, 780, 392, 788]
expression-line: [0, 1151, 724, 1162]
expression-line: [0, 1184, 724, 1194]
expression-line: [0, 1905, 724, 1916]
expression-text: (a² z² + ½ (-a² + w² + x² + z² + √(4 a² z² + (-a² + w² + x² + z²)²))²) + a² + w² + x² + z² + √(4 a² z² + (-a² + w² + x² + z²)²) +: [0, 1568, 375, 1575]
expression-line: [0, 1359, 724, 1369]
expression-text: (w² - (-a² - w² + x² - z² - √(4 a² z² + (-a² + w² + x² + z²)²)))² + 2 √2 a² (w² + x² + z² + √(4 a² z² + (-a² + w² + x² + z²)²))³ᐟ² -: [0, 627, 367, 634]
expression-line: [0, 1873, 724, 1884]
expression-line: [0, 1293, 724, 1304]
expression-line: [0, 1435, 724, 1446]
expression-line: [0, 2157, 724, 2168]
expression-line: [0, 1369, 724, 1380]
expression-text: (√(-a² + w² + x² + z² + √(4 a² z² + (-a² + w² + x² + z²)²)) - w²) + 64 a² z² (-a² + w² + x² + z² + √(4 a² z² + (-a² + w² + x² + z²)²)) -: [0, 2202, 389, 2210]
expression-line: [0, 1446, 724, 1457]
expression-text: 16 √2 a² z² (-a² + w² + x² + z² + √(4 a² z² + (-a² + w² + x² + z²)²))³ᐟ² - 8 √2 a x z (a² - w² - x² - z² + √(4 a² z² + (-a² + w² + x² + z²)²)) -: [0, 398, 401, 405]
expression-text: a² + w² + x² + z² + √(4 a² z² + (-a² + w² + x² + z²)²) - (√(-a² + w² + x² + z² + √(4 a² z² + (-a² + w² + x² + z²)²)) - w²) +: [0, 1754, 357, 1761]
expression-text: (8 a² (3 a² z² + (-a² + w² + x² + z²)) + 4 z² (-a² + w² + x² + z²)) + 16 √2 a² z² (-a² + w² + x² + z² + √(4 a² z² + (-a² + w² + x² + z²)²))³ᐟ² +: [0, 59, 413, 66]
expression-text: 8 √2 a x z (a² - w² - x² - z² + √(4 a² z² + (-a² + w² + x² + z²)²)) + (a² + w² - x² + z² + √(4 a² z² + (-a² + w² + x² + z²)²)) w² +: [0, 2181, 370, 2188]
expression-text: (8 a² (3 a² z² + (-a² + w² + x² + z²)) + 4 z² (-a² + w² + x² + z²)) + 16 √2 a² z² (-a² + w² + x² + z² + √(4 a² z² + (-a² + w² + x² + z²)²))³ᐟ² +: [0, 1590, 413, 1597]
expression-text: 64 a² z² (-a² + w² + x² + z² + √(4 a² z² + (-a² + w² + x² + z²)²)) - (a² z² + ½ (-a² + w² + x² + z² + √(4 a² z² + (-a² + w² + x² + z²)²))²) -: [0, 1579, 401, 1586]
expression-line: [0, 2070, 724, 2080]
expression-line: [0, 385, 724, 396]
expression-line: [0, 2059, 724, 2070]
expression-text: (a² z² + ½ (-a² + w² + x² + z² + √(4 a² z² + (-a² + w² + x² + z²)²))²) + a² + w² + x² + z² + √(4 a² z² + (-a² + w² + x² + z²)²) +: [0, 1240, 375, 1247]
expression-text: (√(-a² + w² + x² + z² + √(4 a² z² + (-a² + w² + x² + z²)²)) - w²) + 64 a² z² (-a² + w² + x² + z² + √(4 a² z² + (-a² + w² + x² + z²)²)) +: [0, 1437, 392, 1444]
expression-text: 16 √2 a² z² (-a² + w² + x² + z² + √(4 a² z² + (-a² + w² + x² + z²)²))³ᐟ² - 8 √2 a x z (a² - w² - x² - z² + √(4 a² z² + (-a² + w² + x² + z²)²)) +: [0, 2257, 404, 2264]
expression-line: [0, 866, 724, 877]
expression-line: [0, 1807, 724, 1818]
expression-line: [0, 1566, 724, 1577]
expression-line: [0, 713, 724, 724]
expression-line: [0, 2234, 724, 2245]
expression-line: [0, 35, 724, 46]
expression-line: [0, 407, 724, 418]
expression-text: 64 a² z² (-a² + w² + x² + z² + √(4 a² z² + (-a² + w² + x² + z²)²)) - (a² z² + ½ (-a² + w² + x² + z² + √(4 a² z² + (-a² + w² + x² + z²)²))²) +: [0, 485, 404, 492]
expression-text: (a² z² + ½ (-a² + w² + x² + z² + √(4 a² z² + (-a² + w² + x² + z²)²))²) + a² + w² + x² + z² + √(4 a² z² + (-a² + w² + x² + z²)²) -: [0, 1677, 373, 1685]
expression-text: a² + w² + x² + z² + √(4 a² z² + (-a² + w² + x² + z²)²) - (√(-a² + w² + x² + z² + √(4 a² z² + (-a² + w² + x² + z²)²)) - w²) +: [0, 1535, 357, 1542]
expression-text: 16 √2 a² z² (-a² + w² + x² + z² + √(4 a² z² + (-a² + w² + x² + z²)²))³ᐟ² - 8 √2 a x z (a² - w² - x² - z² + √(4 a² z² + (-a² + w² + x² + z²)²)) +: [0, 1929, 404, 1936]
expression-text: (√(-a² + w² + x² + z² + √(4 a² z² + (-a² + w² + x² + z²)²)) - w²) + 64 a² z² (-a² + w² + x² + z² + √(4 a² z² + (-a² + w² + x² + z²)²)) +: [0, 1327, 392, 1334]
expression-line: [0, 210, 724, 221]
